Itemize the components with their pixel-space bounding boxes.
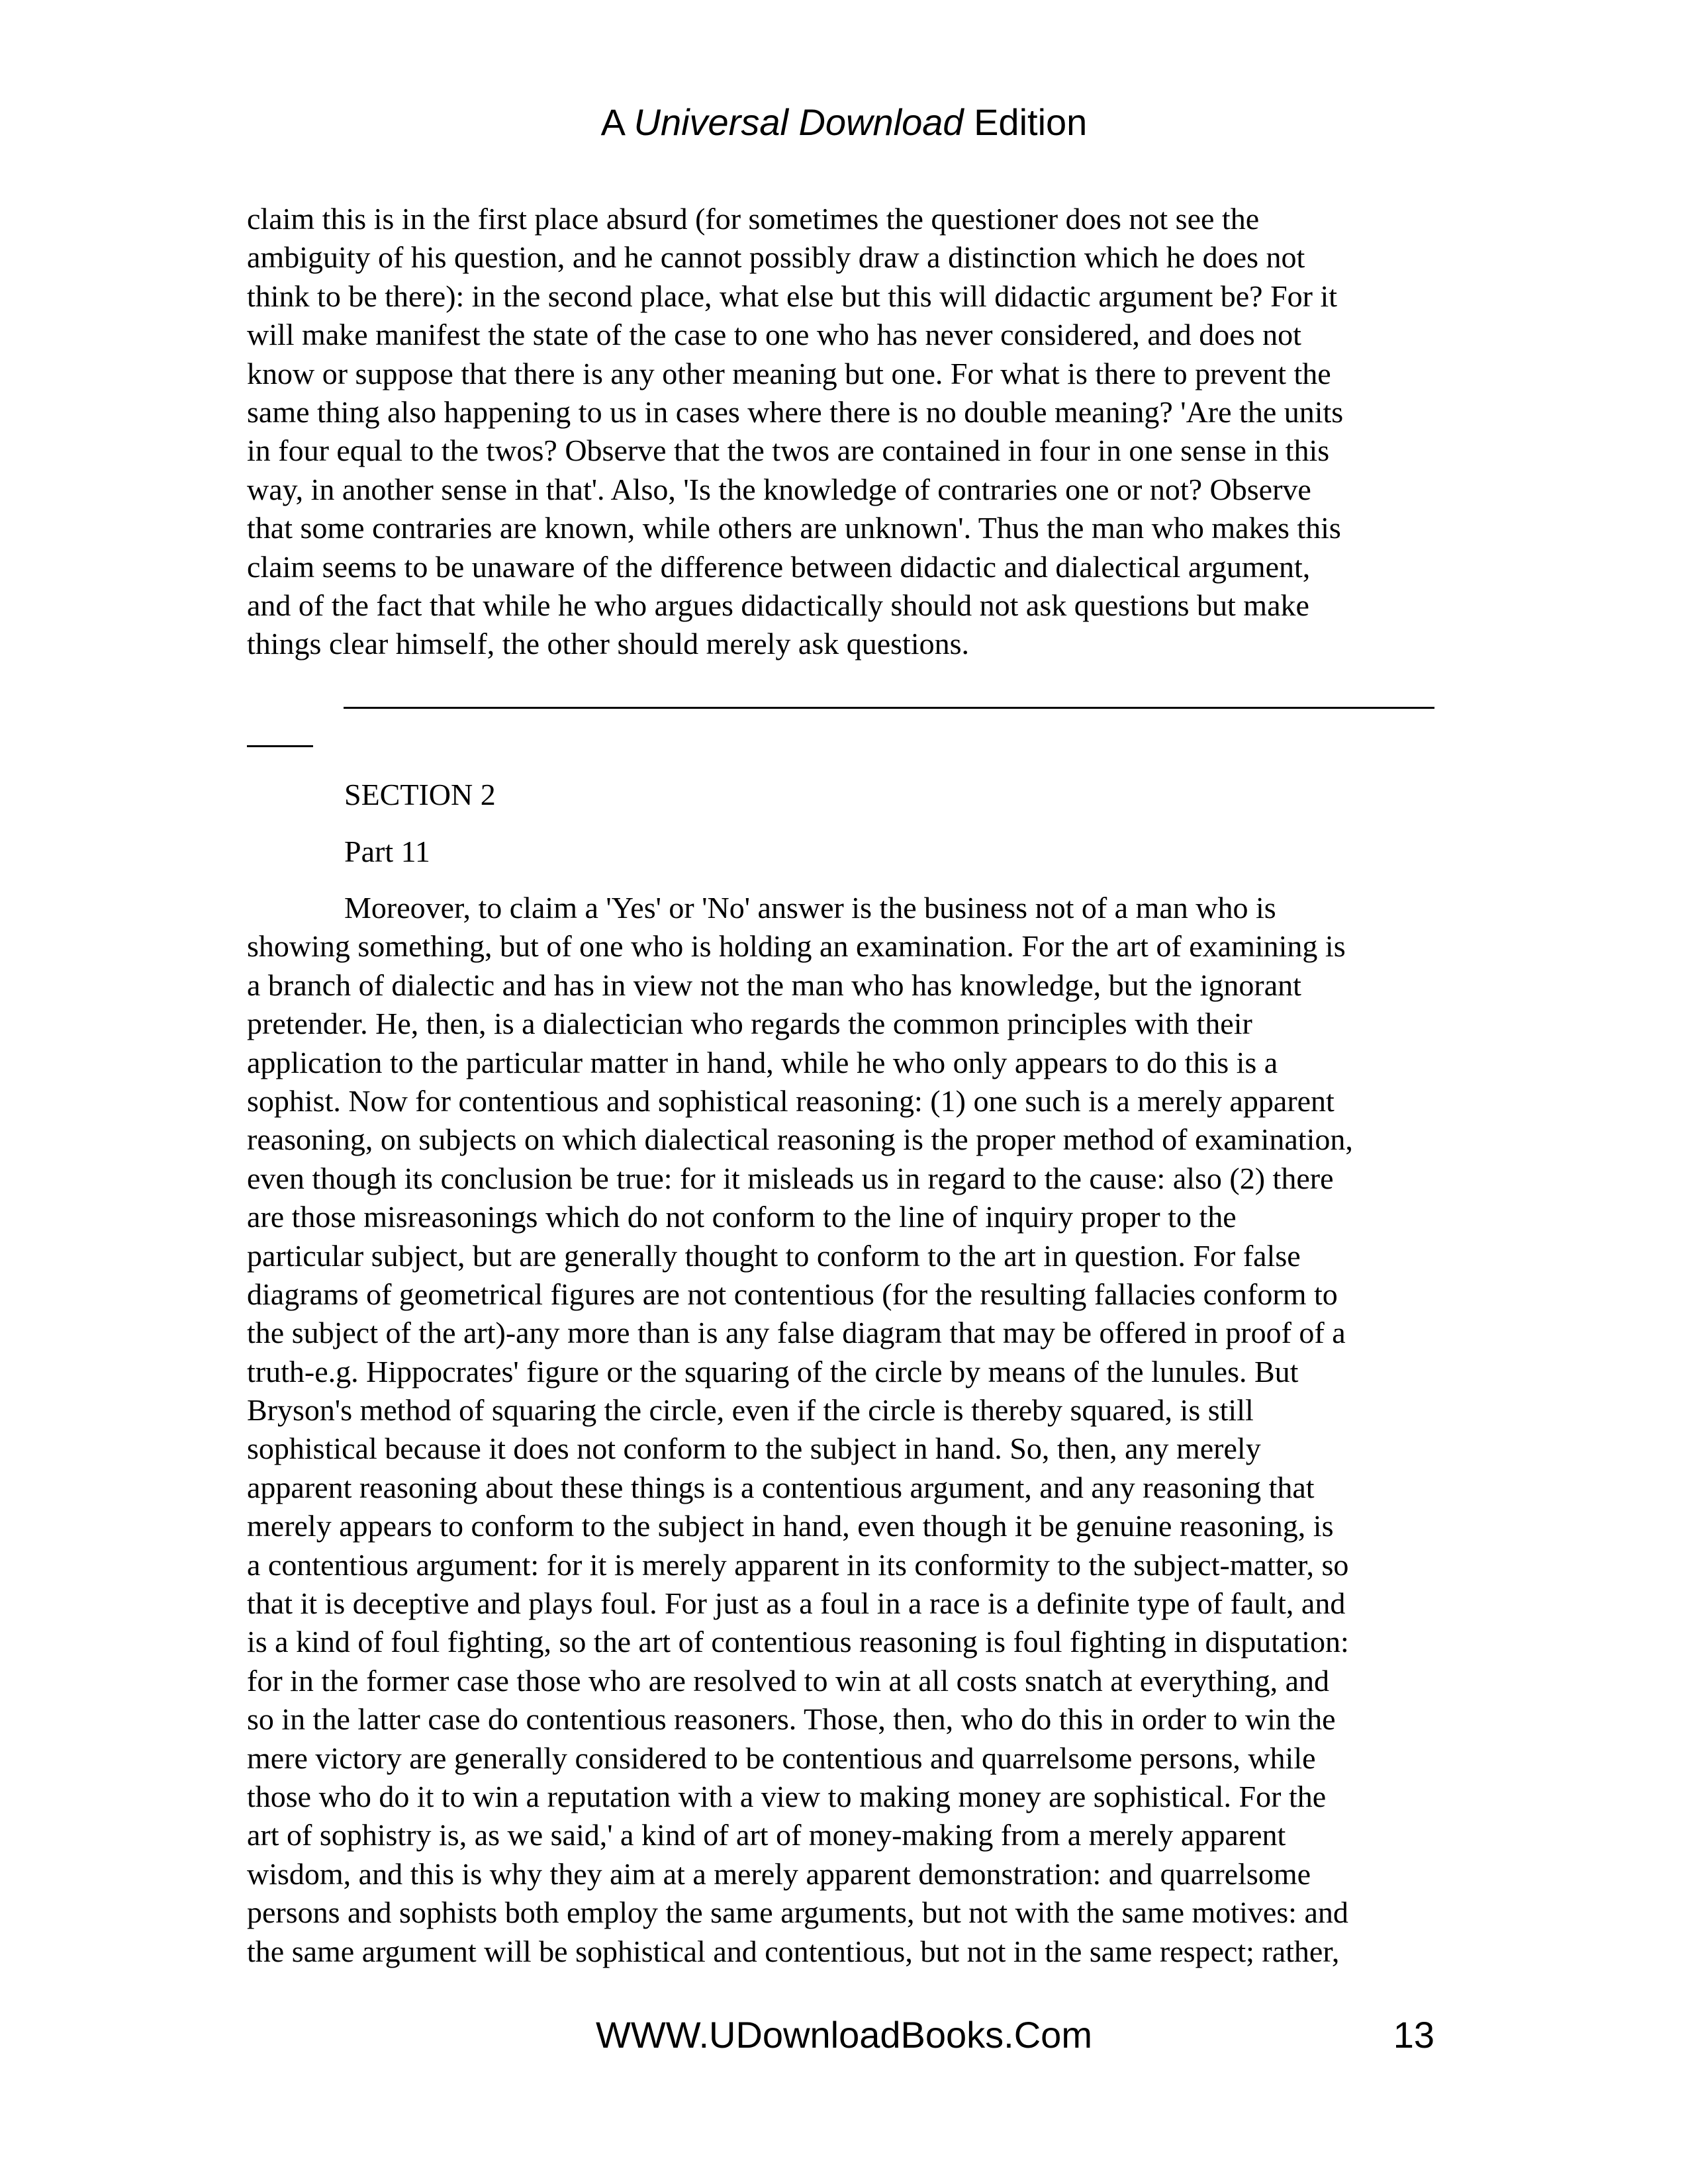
text-line: those who do it to win a reputation with a view to making money are sophistical. For the xyxy=(247,1779,1327,1813)
text-line: are those misreasonings which do not conform to the line of inquiry proper to the xyxy=(247,1200,1237,1234)
text-line: Moreover, to claim a 'Yes' or 'No' answer is the business not of a man who is xyxy=(344,891,1276,925)
text-line: a branch of dialectic and has in view not the man who has knowledge, but the ignorant xyxy=(247,968,1301,1002)
text-line: diagrams of geometrical figures are not contentious (for the resulting fallacies conform to xyxy=(247,1277,1338,1311)
text-line: so in the latter case do contentious reasoners. Those, then, who do this in order to win the xyxy=(247,1702,1336,1737)
text-line: and of the fact that while he who argues didactically should not ask questions but make xyxy=(247,588,1309,622)
text-line: sophist. Now for contentious and sophistical reasoning: (1) one such is a merely apparent xyxy=(247,1083,1335,1118)
text-line: sophistical because it does not conform to the subject in hand. So, then, any merely xyxy=(247,1432,1261,1466)
header-suffix: Edition xyxy=(963,101,1088,143)
section-divider xyxy=(344,707,1434,709)
text-line: know or suppose that there is any other meaning but one. For what is there to prevent the xyxy=(247,356,1331,390)
text-line: showing something, but of one who is holding an examination. For the art of examining is xyxy=(247,929,1346,964)
text-line: even though its conclusion be true: for it misleads us in regard to the cause: also (2) there xyxy=(247,1161,1334,1195)
header-prefix: A xyxy=(600,101,634,143)
text-line: is a kind of foul fighting, so the art of contentious reasoning is foul fighting in disputation: xyxy=(247,1625,1349,1659)
paragraph-part-11 xyxy=(247,889,1438,1971)
text-line: reasoning, on subjects on which dialectical reasoning is the proper method of examination, xyxy=(247,1122,1353,1157)
page-header xyxy=(0,99,1688,146)
text-line: art of sophistry is, as we said,' a kind of art of money-making from a merely apparent xyxy=(247,1818,1286,1852)
text-line: a contentious argument: for it is merely apparent in its conformity to the subject-matter, so xyxy=(247,1547,1349,1582)
short-divider xyxy=(247,745,313,747)
text-line: way, in another sense in that'. Also, 'Is the knowledge of contraries one or not? Observe xyxy=(247,472,1311,506)
text-line: for in the former case those who are resolved to win at all costs snatch at everything, and xyxy=(247,1663,1330,1698)
section-heading: SECTION 2 xyxy=(344,778,496,811)
text-line: Bryson's method of squaring the circle, even if the circle is thereby squared, is still xyxy=(247,1393,1254,1428)
text-line: the same argument will be sophistical and contentious, but not in the same respect; rather, xyxy=(247,1934,1340,1968)
text-line: ambiguity of his question, and he cannot possibly draw a distinction which he does not xyxy=(247,240,1305,275)
text-line: mere victory are generally considered to be contentious and quarrelsome persons, while xyxy=(247,1741,1316,1775)
page-number: 13 xyxy=(1393,2014,1434,2056)
text-line: claim this is in the first place absurd (for sometimes the questioner does not see the xyxy=(247,202,1260,236)
text-line: the subject of the art)-any more than is any false diagram that may be offered in proof of a xyxy=(247,1316,1346,1350)
text-line: wisdom, and this is why they aim at a merely apparent demonstration: and quarrelsome xyxy=(247,1856,1311,1891)
text-line: persons and sophists both employ the same arguments, but not with the same motives: and xyxy=(247,1895,1348,1930)
text-line: pretender. He, then, is a dialectician who regards the common principles with their xyxy=(247,1007,1252,1041)
footer-url[interactable]: WWW.UDownloadBooks.Com xyxy=(596,2014,1092,2056)
paragraph-continuation xyxy=(247,200,1438,664)
header-italic: Universal Download xyxy=(633,101,964,143)
text-line: that some contraries are known, while others are unknown'. Thus the man who makes this xyxy=(247,511,1341,545)
text-line: that it is deceptive and plays foul. For just as a foul in a race is a definite type of fault, and xyxy=(247,1586,1346,1621)
part-heading: Part 11 xyxy=(344,835,430,868)
text-line: claim seems to be unaware of the difference between didactic and dialectical argument, xyxy=(247,549,1311,584)
text-line: particular subject, but are generally thought to conform to the art in question. For false xyxy=(247,1238,1301,1273)
text-line: merely appears to conform to the subject in hand, even though it be genuine reasoning, is xyxy=(247,1509,1334,1543)
text-line: apparent reasoning about these things is a contentious argument, and any reasoning that xyxy=(247,1470,1315,1504)
text-line: truth-e.g. Hippocrates' figure or the squaring of the circle by means of the lunules. But xyxy=(247,1354,1299,1388)
text-line: same thing also happening to us in cases where there is no double meaning? 'Are the units xyxy=(247,394,1344,429)
text-line: things clear himself, the other should merely ask questions. xyxy=(247,627,969,661)
text-line: will make manifest the state of the case to one who has never considered, and does not xyxy=(247,318,1301,352)
text-line: application to the particular matter in hand, while he who only appears to do this is a xyxy=(247,1045,1278,1079)
text-line: in four equal to the twos? Observe that the twos are contained in four in one sense in this xyxy=(247,433,1330,468)
text-line: think to be there): in the second place, what else but this will didactic argument be? For it xyxy=(247,279,1338,313)
